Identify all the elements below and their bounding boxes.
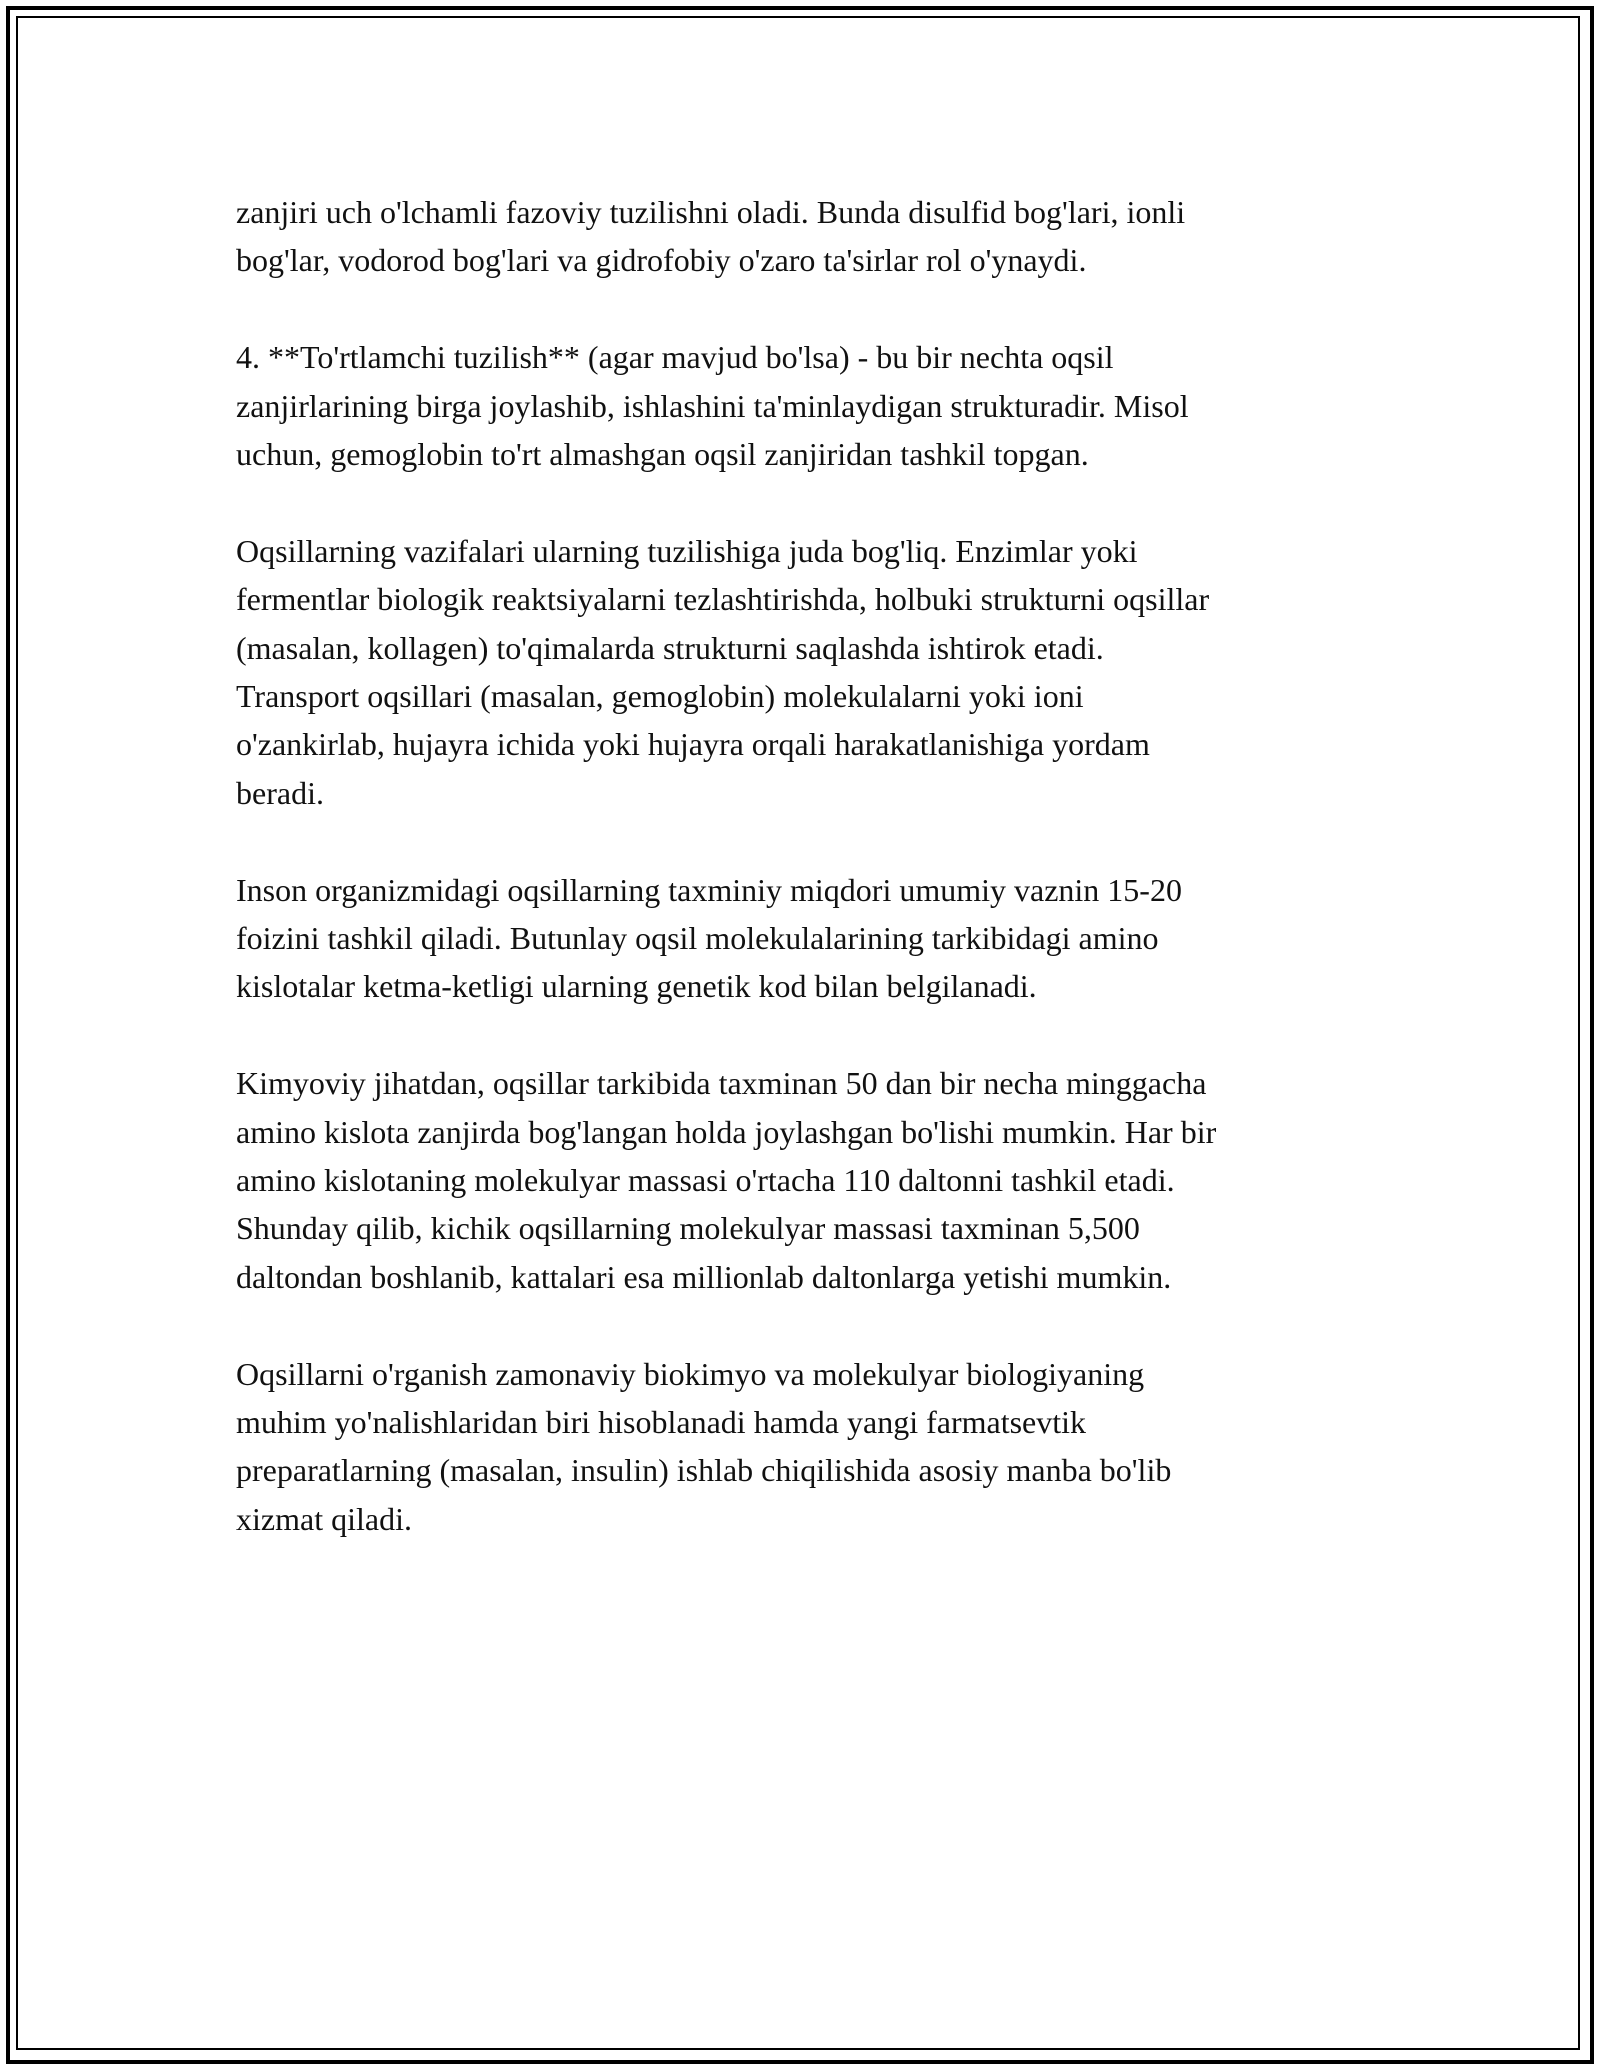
paragraph: Inson organizmidagi oqsillarning taxminiy miqdori umumiy vaznin 15-20 foizini tashkil qiladi. Butunlay oqsil molekulalarining tarkibidagi amino kislotalar ketma-ketligi ularning genetik kod bilan belgilanadi. <box>236 871 1182 1005</box>
paragraph: Oqsillarni o'rganish zamonaviy biokimyo va molekulyar biologiyaning muhim yo'nalishlaridan biri hisoblanadi hamda yangi farmatsevtik preparatlarning (masalan, insulin) ishlab chiqilishida asosiy manba bo'lib xizmat qiladi. <box>236 1355 1172 1537</box>
paragraph: zanjiri uch o'lchamli fazoviy tuzilishni oladi. Bunda disulfid bog'lari, ionli bog'lar, vodorod bog'lari va gidrofobiy o'zaro ta'sirlar rol o'ynaydi. <box>236 194 1186 279</box>
paragraph: Kimyoviy jihatdan, oqsillar tarkibida taxminan 50 dan bir necha minggacha amino kislota zanjirda bog'langan holda joylashgan bo'lishi mumkin. Har bir amino kislotaning molekulyar massasi o'rtacha 110 daltonni tashkil etadi. Shunday qilib, kichik oqsillarning molekulyar massasi taxminan 5,500 daltondan boshlanib, kattalari esa millionlab daltonlarga yetishi mumkin. <box>236 1065 1217 1295</box>
paragraph: Oqsillarning vazifalari ularning tuzilishiga juda bog'liq. Enzimlar yoki fermentlar biologik reaktsiyalarni tezlashtirishda, holbuki strukturni oqsillar (masalan, kollagen) to'qimalarda strukturni saqlashda ishtirok etadi. Transport oqsillari (masalan, gemoglobin) molekulalarni yoki ioni o'zankirlab, hujayra ichida yoki hujayra orqali harakatlanishiga yordam beradi. <box>236 532 1210 811</box>
paragraph: 4. **To'rtlamchi tuzilish** (agar mavjud bo'lsa) - bu bir nechta oqsil zanjirlarining birga joylashib, ishlashini ta'minlaydigan strukturadir. Misol uchun, gemoglobin to'rt almashgan oqsil zanjiridan tashkil topgan. <box>236 339 1189 473</box>
document-body <box>236 188 1386 1543</box>
